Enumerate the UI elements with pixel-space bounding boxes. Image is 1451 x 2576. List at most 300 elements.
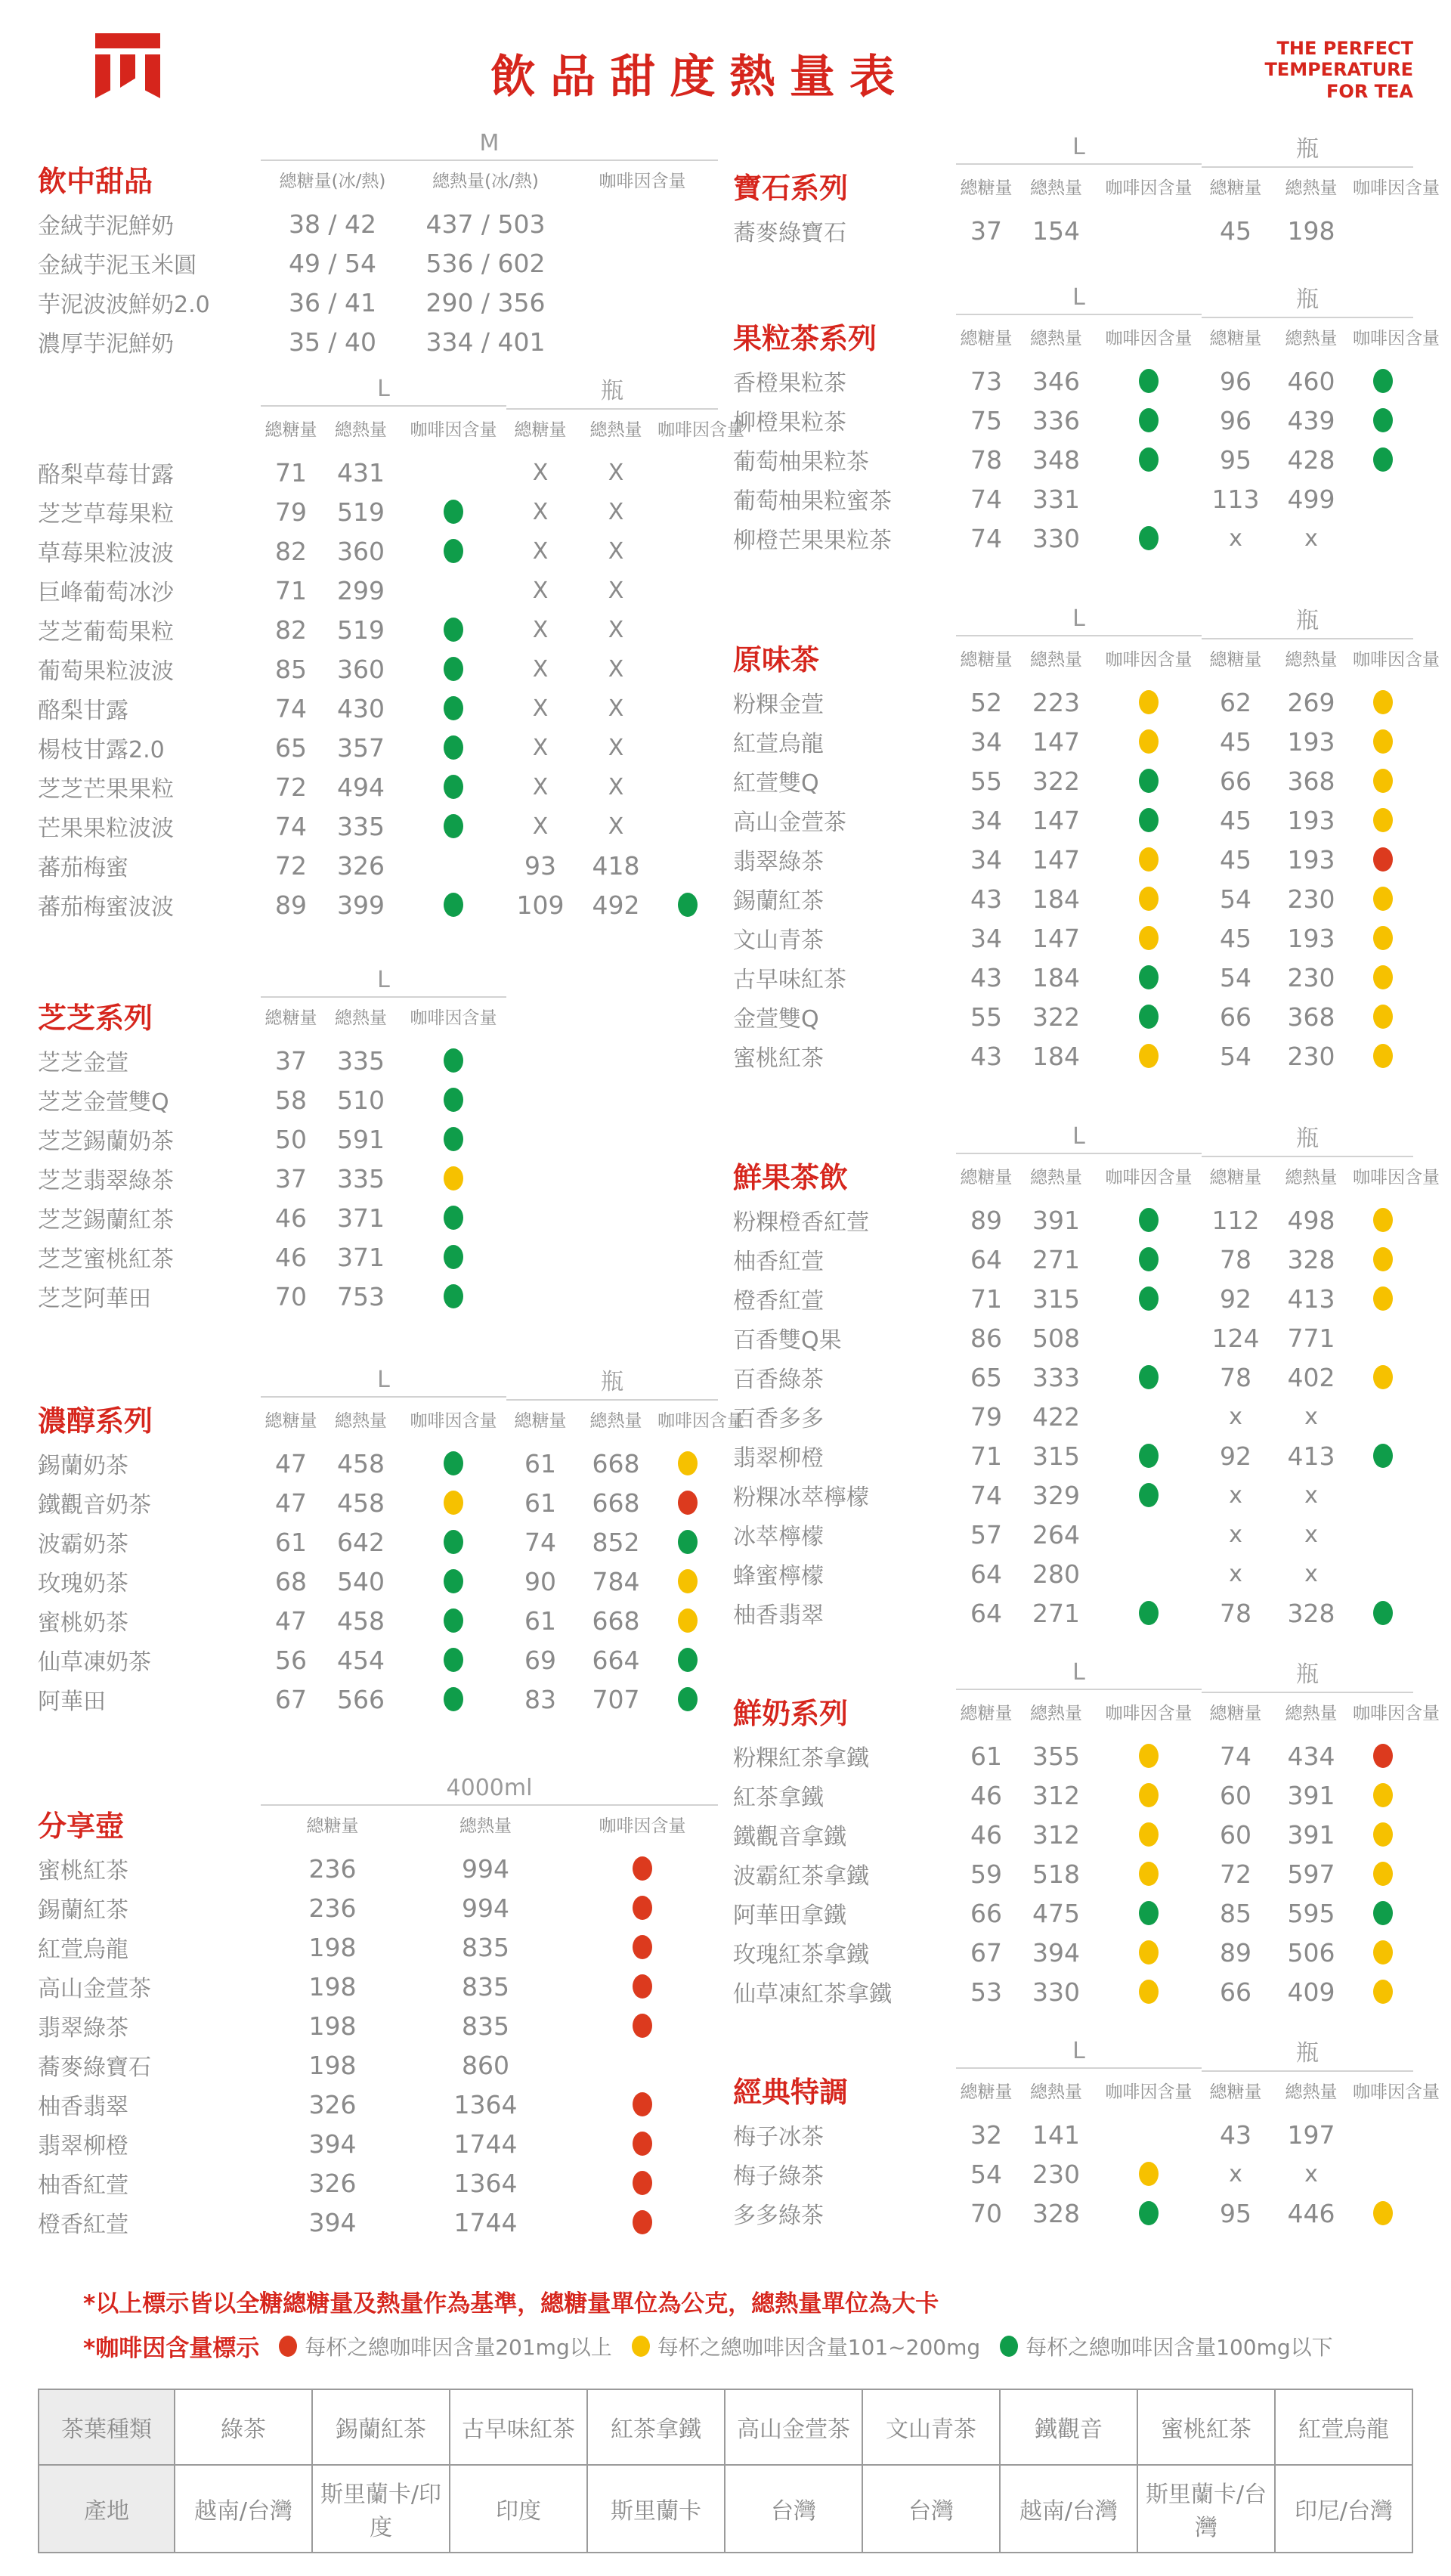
- section-fruit-bits-tea: [733, 280, 1440, 558]
- calorie-value: 519: [337, 615, 385, 645]
- caffeine-cell: [1096, 440, 1202, 479]
- calorie-value: 230: [1287, 1041, 1335, 1071]
- caffeine-cell: [567, 1967, 718, 2006]
- calorie-value: 994: [462, 1853, 509, 1884]
- sugar-value: 78: [1220, 1362, 1251, 1392]
- caffeine-cell: [1096, 1397, 1202, 1436]
- sugar-value: 124: [1211, 1323, 1260, 1353]
- sugar-value: 54: [1220, 1041, 1251, 1071]
- size-label: 瓶: [1202, 280, 1413, 318]
- calorie-value: 1744: [453, 2207, 518, 2237]
- calorie-value: 1744: [453, 2129, 518, 2159]
- calorie-value: 566: [337, 1684, 385, 1714]
- caffeine-dot-g: [444, 1608, 463, 1633]
- calorie-value: 994: [462, 1893, 509, 1923]
- caffeine-cell: [657, 767, 718, 807]
- sugar-value: 54: [1220, 962, 1251, 992]
- item-name: 百香多多: [733, 1406, 824, 1432]
- column-header: 咖啡因含量: [410, 1411, 497, 1431]
- calorie-value: 707: [592, 1684, 640, 1714]
- size-label: 瓶: [1202, 130, 1413, 168]
- row-header: 產地: [39, 2465, 175, 2553]
- caffeine-dot-y: [1139, 1783, 1159, 1807]
- sugar-value: 79: [275, 497, 307, 527]
- sugar-value: 83: [524, 1684, 556, 1714]
- caffeine-cell: [1353, 1854, 1413, 1893]
- item-name: 阿華田拿鐵: [733, 1903, 846, 1929]
- calorie-value: 230: [1287, 962, 1335, 992]
- sugar-value: 45: [1220, 923, 1251, 953]
- column-header: 咖啡因含量: [599, 172, 686, 191]
- calorie-value: 330: [1032, 523, 1080, 553]
- caffeine-cell: [401, 767, 506, 807]
- column-header: 總熱量: [1030, 329, 1082, 348]
- column-header: 總熱量: [589, 420, 642, 440]
- calorie-value: 413: [1287, 1283, 1335, 1314]
- sugar-value: 34: [970, 726, 1002, 757]
- calorie-value: 360: [337, 654, 385, 684]
- caffeine-dot-g: [1139, 2201, 1159, 2225]
- size-label: 瓶: [1202, 1119, 1413, 1157]
- item-name: 芝芝葡萄果粒: [38, 619, 174, 646]
- caffeine-dot-r: [633, 1974, 652, 1999]
- sugar-value: 46: [970, 1780, 1002, 1810]
- caffeine-dot-g: [1139, 1005, 1159, 1029]
- column-header: 總熱量: [1030, 1704, 1082, 1723]
- sugar-value: 46: [970, 1819, 1002, 1850]
- caffeine-dot-y: [1139, 1980, 1159, 2004]
- sugar-value: 45: [1220, 726, 1251, 757]
- sugar-value: 55: [970, 766, 1002, 796]
- sugar-value: 35 / 40: [288, 327, 377, 357]
- item-name: 葡萄果粒波波: [38, 658, 174, 685]
- item-name: 翡翠綠茶: [38, 2015, 128, 2042]
- caffeine-cell: [401, 885, 506, 924]
- sugar-value: 74: [524, 1527, 556, 1557]
- size-label: L: [261, 967, 506, 998]
- caffeine-cell: [1096, 1240, 1202, 1279]
- item-name: 柚香紅萱: [38, 2172, 128, 2199]
- caffeine-cell: [1353, 1436, 1413, 1475]
- item-name: 蜂蜜檸檬: [733, 1563, 824, 1590]
- caffeine-cell: [401, 1680, 506, 1719]
- sugar-value: 82: [275, 615, 307, 645]
- green-dot-icon: [1000, 2336, 1018, 2357]
- caffeine-dot-r: [633, 1856, 652, 1881]
- calorie-value: 328: [1032, 2198, 1080, 2228]
- caffeine-dot-g: [444, 1451, 463, 1475]
- row-header: 茶葉種類: [39, 2389, 175, 2465]
- sugar-value: 82: [275, 536, 307, 566]
- section-fresh-fruit-tea: [733, 1119, 1440, 1633]
- calorie-value: 458: [337, 1488, 385, 1518]
- calorie-value: 1364: [453, 2089, 518, 2119]
- item-name: 紅萱雙Q: [733, 770, 819, 797]
- tea-type-cell: 紅茶拿鐵: [587, 2389, 725, 2465]
- calorie-value: 494: [337, 772, 385, 802]
- calorie-value: 499: [1287, 484, 1335, 514]
- column-header: 總熱量(冰/熱): [432, 172, 539, 191]
- sugar-value: x: [1229, 525, 1242, 552]
- caffeine-cell: [401, 1080, 506, 1119]
- red-dot-icon: [279, 2336, 297, 2357]
- sugar-value: X: [532, 577, 549, 604]
- caffeine-cell: [1096, 2194, 1202, 2233]
- calorie-value: 439: [1287, 405, 1335, 435]
- caffeine-cell: [1353, 997, 1413, 1036]
- caffeine-cell: [657, 885, 718, 924]
- column-header: 總熱量: [1285, 1168, 1338, 1187]
- caffeine-dot-y: [1139, 926, 1159, 950]
- calorie-value: 147: [1032, 805, 1080, 835]
- size-label: L: [956, 284, 1202, 315]
- sugar-value: 34: [970, 844, 1002, 875]
- column-header: 總熱量: [1285, 650, 1338, 670]
- sugar-value: x: [1229, 1482, 1242, 1509]
- table-row: [39, 2465, 1412, 2553]
- size-label: L: [956, 2038, 1202, 2069]
- caffeine-cell: [401, 1601, 506, 1640]
- item-name: 紅萱烏龍: [733, 731, 824, 757]
- item-name: 文山青茶: [733, 927, 824, 954]
- caffeine-cell: [567, 2124, 718, 2163]
- caffeine-dot-g: [444, 1648, 463, 1672]
- size-label: 瓶: [1202, 1655, 1413, 1693]
- caffeine-cell: [401, 1198, 506, 1237]
- caffeine-dot-y: [1373, 926, 1393, 950]
- caffeine-dot-r: [1373, 847, 1393, 872]
- section-classic-special: [733, 2034, 1440, 2233]
- sugar-value: 72: [275, 772, 307, 802]
- size-label: M: [261, 130, 718, 161]
- section-title: 寶石系列: [733, 172, 849, 205]
- calorie-value: 835: [462, 1932, 509, 1962]
- caffeine-cell: [1353, 211, 1413, 250]
- calorie-value: 518: [1032, 1859, 1080, 1889]
- sugar-value: 89: [1220, 1937, 1251, 1968]
- item-name: 古早味紅茶: [733, 967, 846, 993]
- caffeine-cell: [401, 807, 506, 846]
- caffeine-cell: [1096, 211, 1202, 250]
- sugar-value: 85: [1220, 1898, 1251, 1928]
- size-label: 瓶: [1202, 602, 1413, 639]
- size-label: 瓶: [1202, 2034, 1413, 2072]
- footnote-basis: *以上標示皆以全糖總糖量及熱量作為基準，總糖量單位為公克，總熱量單位為大卡: [83, 2290, 939, 2317]
- caffeine-cell: [1353, 1358, 1413, 1397]
- item-name: 葡萄柚果粒茶: [733, 449, 869, 475]
- caffeine-dot-y: [1373, 690, 1393, 714]
- sugar-value: 112: [1211, 1205, 1260, 1235]
- section-fruit-dew: [38, 372, 744, 924]
- section-gem-series: [733, 130, 1440, 250]
- caffeine-cell: [1353, 1933, 1413, 1972]
- calorie-value: 591: [337, 1124, 385, 1154]
- sugar-value: 61: [275, 1527, 307, 1557]
- calorie-value: 198: [1287, 215, 1335, 246]
- calorie-value: 197: [1287, 2119, 1335, 2150]
- item-name: 楊枝甘露2.0: [38, 737, 165, 763]
- caffeine-dot-g: [1139, 1901, 1159, 1925]
- sugar-value: 326: [308, 2168, 357, 2198]
- caffeine-dot-y: [1373, 965, 1393, 989]
- column-header: 咖啡因含量: [1105, 1168, 1193, 1187]
- caffeine-cell: [657, 531, 718, 571]
- calorie-value: x: [1304, 1521, 1318, 1548]
- caffeine-cell: [1096, 1893, 1202, 1933]
- tagline-line: TEMPERATURE: [1264, 59, 1413, 81]
- item-name: 芒果果粒波波: [38, 816, 174, 842]
- caffeine-cell: [1096, 1200, 1202, 1240]
- caffeine-cell: [1096, 401, 1202, 440]
- calorie-value: 330: [1032, 1977, 1080, 2007]
- caffeine-cell: [1096, 1776, 1202, 1815]
- item-name: 錫蘭紅茶: [38, 1897, 128, 1924]
- caffeine-cell: [401, 453, 506, 492]
- calorie-value: 595: [1287, 1898, 1335, 1928]
- caffeine-cell: [567, 204, 718, 243]
- caffeine-cell: [657, 649, 718, 689]
- sugar-value: 79: [970, 1401, 1002, 1432]
- item-name: 柚香翡翠: [38, 2094, 128, 2120]
- caffeine-cell: [1096, 879, 1202, 918]
- tea-brand-logo-icon: [95, 33, 160, 98]
- column-header: 咖啡因含量: [657, 420, 744, 440]
- item-name: 芝芝錫蘭奶茶: [38, 1129, 174, 1155]
- calorie-value: X: [608, 813, 624, 840]
- section-title: 原味茶: [733, 643, 820, 677]
- caffeine-cell: [657, 1640, 718, 1680]
- sugar-value: 61: [524, 1488, 556, 1518]
- caffeine-dot-y: [1139, 2162, 1159, 2186]
- caffeine-cell: [1096, 1933, 1202, 1972]
- column-header: 總糖量: [1209, 178, 1262, 198]
- caffeine-cell: [1353, 1200, 1413, 1240]
- caffeine-dot-y: [1373, 2201, 1393, 2225]
- caffeine-cell: [401, 531, 506, 571]
- caffeine-cell: [1096, 2115, 1202, 2154]
- calorie-value: 434: [1287, 1741, 1335, 1771]
- calorie-value: 394: [1032, 1937, 1080, 1968]
- calorie-value: 668: [592, 1488, 640, 1518]
- sugar-value: 109: [516, 890, 565, 920]
- sugar-value: 68: [275, 1566, 307, 1596]
- caffeine-cell: [657, 807, 718, 846]
- calorie-value: 223: [1032, 687, 1080, 717]
- section-title: 果粒茶系列: [733, 322, 877, 355]
- sugar-value: 70: [275, 1281, 307, 1311]
- column-header: 總糖量: [960, 329, 1013, 348]
- calorie-value: 328: [1287, 1598, 1335, 1628]
- caffeine-dot-g: [444, 1048, 463, 1073]
- caffeine-cell: [1096, 1736, 1202, 1776]
- calorie-value: 642: [337, 1527, 385, 1557]
- sugar-value: 74: [970, 484, 1002, 514]
- sugar-value: 45: [1220, 805, 1251, 835]
- sugar-value: 71: [970, 1283, 1002, 1314]
- caffeine-dot-y: [1373, 1286, 1393, 1311]
- item-name: 波霸紅茶拿鐵: [733, 1863, 869, 1890]
- caffeine-cell: [401, 1483, 506, 1522]
- caffeine-dot-y: [1139, 1822, 1159, 1847]
- column-header: 總熱量: [1030, 1168, 1082, 1187]
- section-title: 芝芝系列: [38, 1002, 153, 1035]
- calorie-value: 446: [1287, 2198, 1335, 2228]
- logo-bar-left: [95, 54, 110, 98]
- calorie-value: 230: [1032, 2159, 1080, 2189]
- calorie-value: 852: [592, 1527, 640, 1557]
- section-rich-milk-tea: [38, 1363, 744, 1719]
- calorie-value: 184: [1032, 962, 1080, 992]
- column-header: 總糖量: [514, 420, 567, 440]
- caffeine-dot-g: [444, 1245, 463, 1269]
- caffeine-cell: [401, 846, 506, 885]
- caffeine-dot-g: [1373, 1601, 1393, 1625]
- calorie-value: 454: [337, 1645, 385, 1675]
- caffeine-cell: [1353, 1736, 1413, 1776]
- caffeine-dot-g: [444, 1088, 463, 1112]
- sugar-value: 37: [275, 1045, 307, 1076]
- item-name: 金萱雙Q: [733, 1006, 819, 1033]
- column-header: 總糖量: [1209, 1168, 1262, 1187]
- caffeine-cell: [1096, 800, 1202, 840]
- column-header: 咖啡因含量: [1353, 650, 1440, 670]
- caffeine-cell: [1353, 958, 1413, 997]
- caffeine-dot-g: [1139, 1286, 1159, 1311]
- caffeine-dot-y: [444, 1166, 463, 1190]
- caffeine-cell: [657, 492, 718, 531]
- item-name: 橙香紅萱: [733, 1288, 824, 1314]
- column-header: 總糖量: [1209, 2082, 1262, 2102]
- column-header: 總糖量(冰/熱): [279, 172, 386, 191]
- legend-item-high: [279, 2331, 612, 2361]
- caffeine-cell: [1353, 479, 1413, 519]
- item-name: 酪梨甘露: [38, 698, 128, 724]
- calorie-value: X: [608, 577, 624, 604]
- calorie-value: 193: [1287, 726, 1335, 757]
- calorie-value: 335: [337, 811, 385, 841]
- section-sweet-in-drink: [38, 130, 718, 361]
- item-name: 粉粿金萱: [733, 692, 824, 718]
- sugar-value: 58: [275, 1085, 307, 1115]
- item-name: 玫瑰紅茶拿鐵: [733, 1942, 869, 1968]
- caffeine-dot-y: [1139, 1744, 1159, 1768]
- column-header: 咖啡因含量: [1353, 1704, 1440, 1723]
- caffeine-dot-g: [1373, 408, 1393, 432]
- caffeine-dot-r: [633, 2092, 652, 2116]
- item-name: 巨峰葡萄冰沙: [38, 580, 174, 606]
- caffeine-cell: [567, 2045, 718, 2085]
- column-header: 咖啡因含量: [1105, 2082, 1193, 2102]
- caffeine-cell: [1353, 401, 1413, 440]
- column-header: 總糖量: [960, 1704, 1013, 1723]
- column-header: 總糖量: [514, 1411, 567, 1431]
- caffeine-cell: [1353, 1893, 1413, 1933]
- origin-cell: 越南/台灣: [1000, 2465, 1137, 2553]
- sugar-value: X: [532, 773, 549, 800]
- sugar-value: 71: [275, 575, 307, 605]
- calorie-value: 335: [337, 1163, 385, 1194]
- column-header: 總糖量: [265, 1411, 317, 1431]
- sugar-value: 47: [275, 1488, 307, 1518]
- content-columns: [38, 130, 1440, 2242]
- caffeine-cell: [1096, 997, 1202, 1036]
- section-title: 鮮奶系列: [733, 1697, 849, 1730]
- caffeine-dot-y: [678, 1451, 698, 1475]
- column-header: 總糖量: [1209, 1704, 1262, 1723]
- sugar-value: 89: [970, 1205, 1002, 1235]
- calorie-value: 430: [337, 693, 385, 723]
- caffeine-cell: [1353, 722, 1413, 761]
- column-header: 總熱量: [335, 1008, 387, 1028]
- calorie-value: 315: [1032, 1441, 1080, 1471]
- calorie-value: 492: [592, 890, 640, 920]
- item-name: 蕃茄梅蜜: [38, 855, 128, 881]
- caffeine-dot-g: [1139, 1208, 1159, 1232]
- item-name: 冰萃檸檬: [733, 1524, 824, 1550]
- item-name: 橙香紅萱: [38, 2212, 128, 2238]
- caffeine-dot-g: [1373, 1901, 1393, 1925]
- sugar-value: 72: [1220, 1859, 1251, 1889]
- column-header: 總熱量: [1030, 2082, 1082, 2102]
- caffeine-dot-g: [1373, 369, 1393, 393]
- caffeine-cell: [401, 1277, 506, 1316]
- calorie-value: X: [608, 537, 624, 565]
- caffeine-dot-g: [444, 1284, 463, 1308]
- sugar-value: X: [532, 537, 549, 565]
- sugar-value: 78: [1220, 1598, 1251, 1628]
- caffeine-dot-g: [444, 1530, 463, 1554]
- caffeine-dot-y: [1373, 1005, 1393, 1029]
- column-header: 總熱量: [335, 1411, 387, 1431]
- item-name: 葡萄柚果粒蜜茶: [733, 488, 892, 515]
- caffeine-dot-r: [633, 2171, 652, 2195]
- sugar-value: 74: [1220, 1741, 1251, 1771]
- tea-type-cell: 紅萱烏龍: [1275, 2389, 1412, 2465]
- caffeine-cell: [657, 689, 718, 728]
- sugar-value: 198: [308, 2050, 357, 2080]
- column-header: 總熱量: [1285, 1704, 1338, 1723]
- sugar-value: 37: [970, 215, 1002, 246]
- column-header: 總糖量: [960, 178, 1013, 198]
- calorie-value: 458: [337, 1605, 385, 1636]
- caffeine-cell: [1353, 519, 1413, 558]
- caffeine-dot-r: [633, 2210, 652, 2234]
- caffeine-cell: [1096, 479, 1202, 519]
- calorie-value: 371: [337, 1203, 385, 1233]
- sugar-value: 66: [1220, 1977, 1251, 2007]
- caffeine-dot-r: [678, 1491, 698, 1515]
- caffeine-dot-y: [1139, 887, 1159, 911]
- calorie-value: 271: [1032, 1598, 1080, 1628]
- caffeine-legend: [83, 2329, 1413, 2363]
- calorie-value: 860: [462, 2050, 509, 2080]
- table-row: [39, 2389, 1412, 2465]
- calorie-value: 391: [1287, 1819, 1335, 1850]
- calorie-value: x: [1304, 2160, 1318, 2187]
- calorie-value: 508: [1032, 1323, 1080, 1353]
- caffeine-dot-g: [678, 1530, 698, 1554]
- column-header: 咖啡因含量: [1105, 650, 1193, 670]
- caffeine-dot-g: [444, 696, 463, 720]
- sugar-value: 394: [308, 2207, 357, 2237]
- column-header: 總糖量: [960, 2082, 1013, 2102]
- sugar-value: 37: [275, 1163, 307, 1194]
- sugar-value: 34: [970, 805, 1002, 835]
- column-header: 總熱量: [335, 420, 387, 440]
- caffeine-dot-g: [1139, 769, 1159, 793]
- section-title: 濃醇系列: [38, 1404, 153, 1438]
- item-name: 仙草凍紅茶拿鐵: [733, 1981, 892, 2008]
